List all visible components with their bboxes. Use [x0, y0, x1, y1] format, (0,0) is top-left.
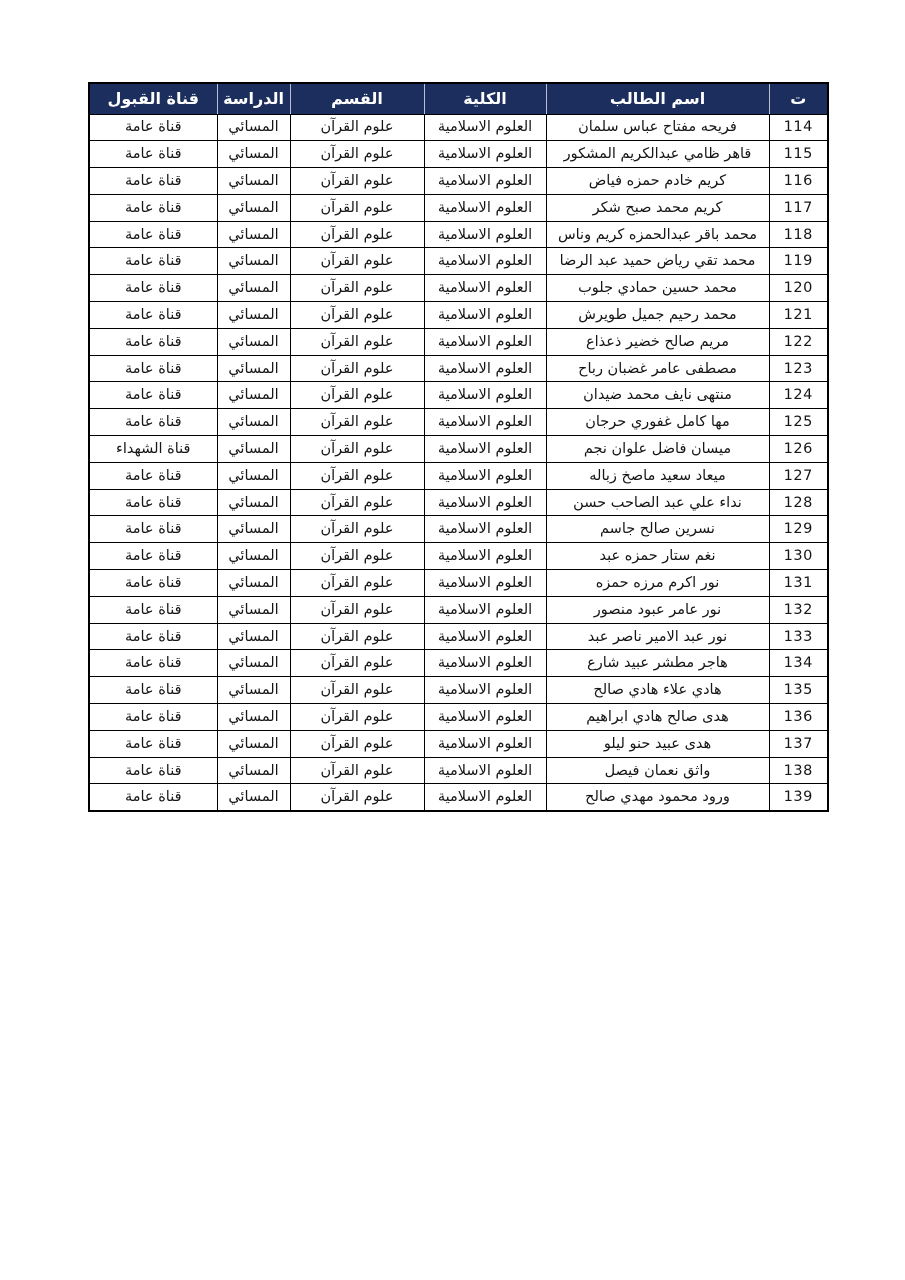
- table-row: [89, 328, 828, 355]
- cell-college: العلوم الاسلامية: [424, 677, 546, 704]
- cell-dept: علوم القرآن: [290, 704, 424, 731]
- cell-study: المسائي: [217, 650, 290, 677]
- cell-name: ورود محمود مهدي صالح: [546, 784, 769, 811]
- cell-study: المسائي: [217, 355, 290, 382]
- cell-name: نسرين صالح جاسم: [546, 516, 769, 543]
- cell-study: المسائي: [217, 436, 290, 463]
- cell-college: العلوم الاسلامية: [424, 784, 546, 811]
- cell-channel: قناة عامة: [89, 623, 217, 650]
- cell-name: نور اكرم مرزه حمزه: [546, 570, 769, 597]
- cell-dept: علوم القرآن: [290, 382, 424, 409]
- cell-dept: علوم القرآن: [290, 516, 424, 543]
- cell-channel: قناة عامة: [89, 570, 217, 597]
- cell-dept: علوم القرآن: [290, 650, 424, 677]
- table-row: [89, 141, 828, 168]
- cell-study: المسائي: [217, 730, 290, 757]
- cell-college: العلوم الاسلامية: [424, 623, 546, 650]
- cell-college: العلوم الاسلامية: [424, 704, 546, 731]
- cell-no: 120: [769, 275, 828, 302]
- cell-name: هدى صالح هادي ابراهيم: [546, 704, 769, 731]
- cell-study: المسائي: [217, 194, 290, 221]
- cell-channel: قناة عامة: [89, 596, 217, 623]
- cell-no: 131: [769, 570, 828, 597]
- cell-college: العلوم الاسلامية: [424, 489, 546, 516]
- cell-dept: علوم القرآن: [290, 302, 424, 329]
- cell-dept: علوم القرآن: [290, 141, 424, 168]
- cell-college: العلوم الاسلامية: [424, 248, 546, 275]
- column-header-study: الدراسة: [217, 83, 290, 114]
- cell-no: 123: [769, 355, 828, 382]
- cell-channel: قناة عامة: [89, 543, 217, 570]
- cell-dept: علوم القرآن: [290, 623, 424, 650]
- cell-study: المسائي: [217, 221, 290, 248]
- cell-college: العلوم الاسلامية: [424, 141, 546, 168]
- cell-dept: علوم القرآن: [290, 168, 424, 195]
- cell-no: 122: [769, 328, 828, 355]
- cell-no: 119: [769, 248, 828, 275]
- cell-no: 116: [769, 168, 828, 195]
- table-row: [89, 623, 828, 650]
- cell-dept: علوم القرآن: [290, 784, 424, 811]
- cell-study: المسائي: [217, 516, 290, 543]
- cell-name: محمد باقر عبدالحمزه كريم وناس: [546, 221, 769, 248]
- table-row: [89, 168, 828, 195]
- cell-name: محمد رحيم جميل طويرش: [546, 302, 769, 329]
- cell-college: العلوم الاسلامية: [424, 328, 546, 355]
- cell-study: المسائي: [217, 328, 290, 355]
- cell-name: نغم ستار حمزه عبد: [546, 543, 769, 570]
- cell-no: 125: [769, 409, 828, 436]
- cell-channel: قناة عامة: [89, 677, 217, 704]
- cell-study: المسائي: [217, 757, 290, 784]
- cell-no: 117: [769, 194, 828, 221]
- cell-study: المسائي: [217, 784, 290, 811]
- cell-name: ميسان فاضل علوان نجم: [546, 436, 769, 463]
- header-row: [89, 83, 828, 114]
- cell-name: كريم محمد صبح شكر: [546, 194, 769, 221]
- cell-channel: قناة عامة: [89, 462, 217, 489]
- cell-name: نور عامر عبود منصور: [546, 596, 769, 623]
- cell-college: العلوم الاسلامية: [424, 382, 546, 409]
- table-row: [89, 462, 828, 489]
- cell-channel: قناة عامة: [89, 730, 217, 757]
- cell-name: نور عبد الامير ناصر عبد: [546, 623, 769, 650]
- cell-study: المسائي: [217, 704, 290, 731]
- cell-college: العلوم الاسلامية: [424, 302, 546, 329]
- cell-channel: قناة عامة: [89, 650, 217, 677]
- cell-channel: قناة عامة: [89, 516, 217, 543]
- table-header: [89, 83, 828, 114]
- cell-study: المسائي: [217, 141, 290, 168]
- table-row: [89, 543, 828, 570]
- cell-dept: علوم القرآن: [290, 328, 424, 355]
- table-row: [89, 650, 828, 677]
- cell-study: المسائي: [217, 570, 290, 597]
- cell-study: المسائي: [217, 462, 290, 489]
- cell-dept: علوم القرآن: [290, 114, 424, 141]
- table-row: [89, 516, 828, 543]
- cell-dept: علوم القرآن: [290, 543, 424, 570]
- cell-name: قاهر ظامي عبدالكريم المشكور: [546, 141, 769, 168]
- cell-channel: قناة عامة: [89, 114, 217, 141]
- cell-name: ميعاد سعيد ماصخ زباله: [546, 462, 769, 489]
- cell-channel: قناة عامة: [89, 382, 217, 409]
- cell-study: المسائي: [217, 275, 290, 302]
- cell-no: 128: [769, 489, 828, 516]
- cell-no: 138: [769, 757, 828, 784]
- cell-college: العلوم الاسلامية: [424, 462, 546, 489]
- cell-study: المسائي: [217, 114, 290, 141]
- cell-college: العلوم الاسلامية: [424, 570, 546, 597]
- cell-dept: علوم القرآن: [290, 436, 424, 463]
- table-row: [89, 436, 828, 463]
- cell-channel: قناة عامة: [89, 355, 217, 382]
- cell-no: 126: [769, 436, 828, 463]
- cell-dept: علوم القرآن: [290, 409, 424, 436]
- cell-channel: قناة عامة: [89, 194, 217, 221]
- table-row: [89, 355, 828, 382]
- cell-channel: قناة عامة: [89, 248, 217, 275]
- cell-name: هاجر مطشر عبيد شارع: [546, 650, 769, 677]
- cell-college: العلوم الاسلامية: [424, 194, 546, 221]
- cell-no: 121: [769, 302, 828, 329]
- cell-dept: علوم القرآن: [290, 757, 424, 784]
- cell-name: محمد حسين حمادي جلوب: [546, 275, 769, 302]
- cell-study: المسائي: [217, 382, 290, 409]
- cell-channel: قناة عامة: [89, 221, 217, 248]
- cell-no: 129: [769, 516, 828, 543]
- cell-name: منتهى نايف محمد ضيدان: [546, 382, 769, 409]
- cell-name: هدى عبيد حنو ليلو: [546, 730, 769, 757]
- cell-study: المسائي: [217, 489, 290, 516]
- cell-study: المسائي: [217, 596, 290, 623]
- cell-name: كريم خادم حمزه فياض: [546, 168, 769, 195]
- table-row: [89, 489, 828, 516]
- table-row: [89, 382, 828, 409]
- table-body: [89, 114, 828, 811]
- cell-no: 114: [769, 114, 828, 141]
- cell-study: المسائي: [217, 677, 290, 704]
- cell-no: 118: [769, 221, 828, 248]
- cell-college: العلوم الاسلامية: [424, 596, 546, 623]
- cell-college: العلوم الاسلامية: [424, 409, 546, 436]
- cell-channel: قناة عامة: [89, 168, 217, 195]
- cell-college: العلوم الاسلامية: [424, 757, 546, 784]
- cell-name: مريم صالح خضير ذعذاع: [546, 328, 769, 355]
- table-row: [89, 570, 828, 597]
- cell-channel: قناة عامة: [89, 302, 217, 329]
- cell-no: 133: [769, 623, 828, 650]
- column-header-channel: قناة القبول: [89, 83, 217, 114]
- table-row: [89, 596, 828, 623]
- cell-no: 127: [769, 462, 828, 489]
- cell-channel: قناة عامة: [89, 704, 217, 731]
- cell-name: واثق نعمان فيصل: [546, 757, 769, 784]
- cell-no: 124: [769, 382, 828, 409]
- cell-no: 130: [769, 543, 828, 570]
- table-row: [89, 704, 828, 731]
- cell-college: العلوم الاسلامية: [424, 516, 546, 543]
- cell-dept: علوم القرآن: [290, 677, 424, 704]
- cell-college: العلوم الاسلامية: [424, 355, 546, 382]
- cell-dept: علوم القرآن: [290, 596, 424, 623]
- cell-dept: علوم القرآن: [290, 730, 424, 757]
- cell-name: مها كامل غفوري حرجان: [546, 409, 769, 436]
- cell-channel: قناة عامة: [89, 784, 217, 811]
- column-header-dept: القسم: [290, 83, 424, 114]
- cell-channel: قناة عامة: [89, 757, 217, 784]
- cell-dept: علوم القرآن: [290, 570, 424, 597]
- cell-college: العلوم الاسلامية: [424, 168, 546, 195]
- cell-no: 115: [769, 141, 828, 168]
- cell-channel: قناة عامة: [89, 328, 217, 355]
- cell-no: 136: [769, 704, 828, 731]
- cell-dept: علوم القرآن: [290, 248, 424, 275]
- cell-no: 134: [769, 650, 828, 677]
- column-header-no: ت: [769, 83, 828, 114]
- table-row: [89, 221, 828, 248]
- table-row: [89, 409, 828, 436]
- cell-study: المسائي: [217, 248, 290, 275]
- table-row: [89, 194, 828, 221]
- cell-college: العلوم الاسلامية: [424, 275, 546, 302]
- cell-college: العلوم الاسلامية: [424, 221, 546, 248]
- column-header-college: الكلية: [424, 83, 546, 114]
- column-header-name: اسم الطالب: [546, 83, 769, 114]
- cell-college: العلوم الاسلامية: [424, 436, 546, 463]
- cell-name: مصطفى عامر غضبان رباح: [546, 355, 769, 382]
- cell-study: المسائي: [217, 168, 290, 195]
- cell-college: العلوم الاسلامية: [424, 543, 546, 570]
- cell-college: العلوم الاسلامية: [424, 114, 546, 141]
- cell-dept: علوم القرآن: [290, 275, 424, 302]
- cell-name: نداء علي عبد الصاحب حسن: [546, 489, 769, 516]
- cell-no: 132: [769, 596, 828, 623]
- table-row: [89, 757, 828, 784]
- cell-no: 135: [769, 677, 828, 704]
- cell-dept: علوم القرآن: [290, 194, 424, 221]
- cell-college: العلوم الاسلامية: [424, 650, 546, 677]
- cell-name: محمد تقي رياض حميد عبد الرضا: [546, 248, 769, 275]
- student-admission-table: [88, 82, 829, 812]
- table-row: [89, 302, 828, 329]
- cell-channel: قناة عامة: [89, 141, 217, 168]
- cell-channel: قناة عامة: [89, 489, 217, 516]
- table-row: [89, 114, 828, 141]
- cell-dept: علوم القرآن: [290, 221, 424, 248]
- cell-college: العلوم الاسلامية: [424, 730, 546, 757]
- cell-dept: علوم القرآن: [290, 355, 424, 382]
- cell-study: المسائي: [217, 409, 290, 436]
- cell-name: هادي علاء هادي صالح: [546, 677, 769, 704]
- cell-study: المسائي: [217, 623, 290, 650]
- cell-channel: قناة عامة: [89, 409, 217, 436]
- table-row: [89, 248, 828, 275]
- cell-no: 137: [769, 730, 828, 757]
- table-row: [89, 275, 828, 302]
- cell-study: المسائي: [217, 543, 290, 570]
- cell-dept: علوم القرآن: [290, 462, 424, 489]
- table-row: [89, 677, 828, 704]
- cell-name: فريحه مفتاح عباس سلمان: [546, 114, 769, 141]
- cell-study: المسائي: [217, 302, 290, 329]
- table-row: [89, 784, 828, 811]
- cell-channel: قناة الشهداء: [89, 436, 217, 463]
- table-row: [89, 730, 828, 757]
- cell-no: 139: [769, 784, 828, 811]
- cell-dept: علوم القرآن: [290, 489, 424, 516]
- cell-channel: قناة عامة: [89, 275, 217, 302]
